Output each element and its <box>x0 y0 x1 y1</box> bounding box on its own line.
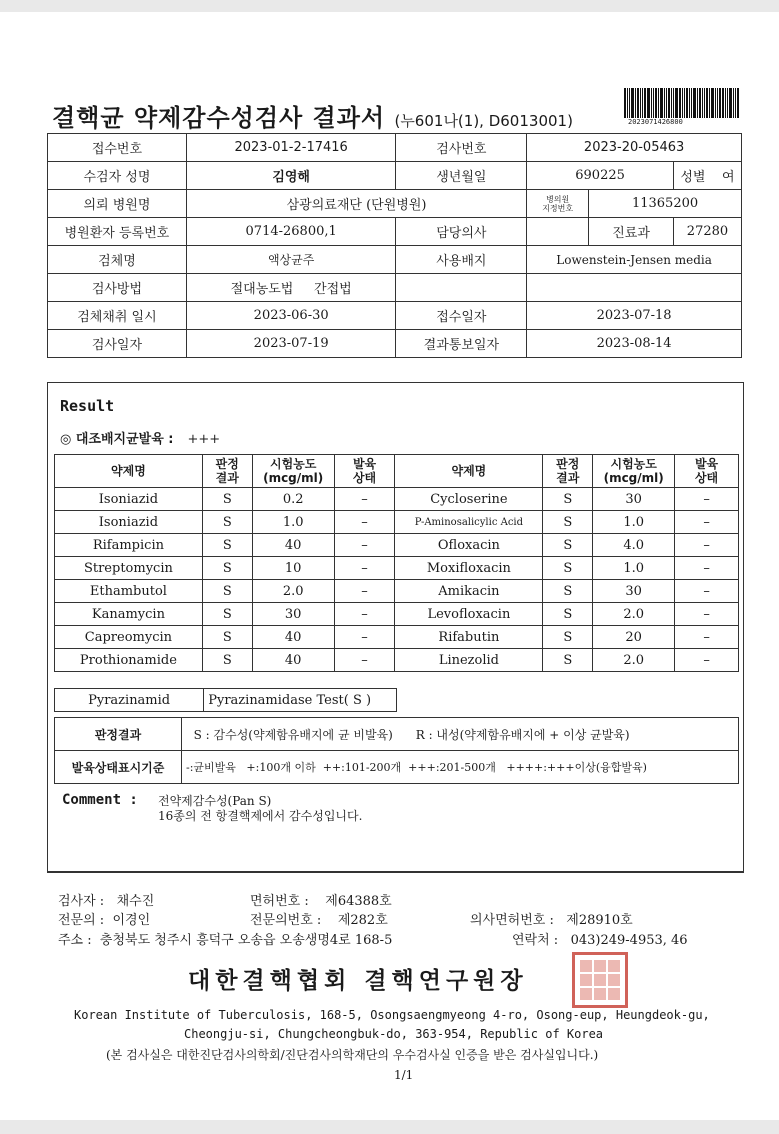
test-concentration: 2.0 <box>593 603 675 626</box>
judge-result: S <box>202 649 252 672</box>
judge-result: S <box>543 603 593 626</box>
patient-name: 김영해 <box>186 162 396 190</box>
top-bar <box>0 0 779 12</box>
pyrazinamide-table <box>54 688 397 712</box>
received-label: 접수일자 <box>396 302 527 330</box>
receipt-no: 2023-01-2-17416 <box>186 134 396 162</box>
judge-result: S <box>543 534 593 557</box>
test-concentration: 2.0 <box>593 649 675 672</box>
judge-result: S <box>543 511 593 534</box>
test-date: 2023-07-19 <box>186 330 396 358</box>
table-row <box>55 689 397 712</box>
comment-line-1: 전약제감수성(Pan S) <box>158 794 272 808</box>
test-concentration: 30 <box>593 488 675 511</box>
doctor-label: 담당의사 <box>396 218 527 246</box>
table-header <box>55 455 739 488</box>
report-label: 결과통보일자 <box>396 330 527 358</box>
table-row <box>55 718 739 751</box>
judge-result: S <box>202 626 252 649</box>
bottom-bar <box>0 1120 779 1134</box>
drug-name: Linezolid <box>395 649 543 672</box>
test-no: 2023-20-05463 <box>527 134 742 162</box>
drug-name: Rifampicin <box>55 534 203 557</box>
growth-status: – <box>334 603 395 626</box>
judgement-label: 판정결과 <box>55 718 182 751</box>
col-judge: 판정 결과 <box>202 455 252 488</box>
drug-name: Moxifloxacin <box>395 557 543 580</box>
test-concentration: 20 <box>593 626 675 649</box>
birth-date: 690225 <box>527 162 674 190</box>
judge-result: S <box>202 603 252 626</box>
growth-status: – <box>675 649 739 672</box>
test-no-label: 검사번호 <box>396 134 527 162</box>
judge-result: S <box>543 488 593 511</box>
empty-cell <box>527 274 742 302</box>
judgement-s: S : 감수성(약제함유배지에 균 비발육) <box>193 727 393 742</box>
col-conc: 시험농도 (mcg/ml) <box>252 455 334 488</box>
specimen-label: 검체명 <box>48 246 187 274</box>
barcode <box>624 88 744 118</box>
drug-name: Amikacin <box>395 580 543 603</box>
method <box>186 274 396 302</box>
drug-name: Cycloserine <box>395 488 543 511</box>
address-en-1: Korean Institute of Tuberculosis, 168-5, Osongsaengmyeong 4-ro, Osong-eup, Heungdeok-gu, <box>74 1008 710 1022</box>
growth-status: – <box>334 511 395 534</box>
comment-line-2: 16종의 전 항결핵제에서 감수성입니다. <box>158 809 363 823</box>
drug-result-table <box>54 454 739 672</box>
judge-result: S <box>202 488 252 511</box>
medium: Lowenstein-Jensen media <box>527 246 742 274</box>
judge-result: S <box>202 580 252 603</box>
reg-no: 0714-26800,1 <box>186 218 396 246</box>
title-code: (누601나(1), D6013001) <box>394 112 573 130</box>
judge-result: S <box>202 534 252 557</box>
growth-status: – <box>675 511 739 534</box>
control-growth <box>60 428 220 447</box>
test-concentration: 40 <box>252 649 334 672</box>
growth-status: – <box>675 580 739 603</box>
sex-label: 성별 <box>680 170 706 185</box>
received-date: 2023-07-18 <box>527 302 742 330</box>
col-judge: 판정 결과 <box>543 455 593 488</box>
judge-result: S <box>543 649 593 672</box>
specialist: 전문의 : 이경인 <box>58 913 151 928</box>
table-row <box>55 534 739 557</box>
test-date-label: 검사일자 <box>48 330 187 358</box>
test-concentration: 4.0 <box>593 534 675 557</box>
hosp-code-label: 병의원 지정번호 <box>527 190 589 218</box>
address: 주소 : 충청북도 청주시 흥덕구 오송읍 오송생명4로 168-5 <box>58 933 393 948</box>
growth-status: – <box>675 534 739 557</box>
drug-name: Isoniazid <box>55 511 203 534</box>
drug-name: P-Aminosalicylic Acid <box>395 511 543 534</box>
growth-status: – <box>334 649 395 672</box>
table-row <box>55 649 739 672</box>
title-main: 결핵균 약제감수성검사 결과서 <box>52 104 386 132</box>
receipt-no-label: 접수번호 <box>48 134 187 162</box>
medium-label: 사용배지 <box>396 246 527 274</box>
table-row <box>55 488 739 511</box>
test-concentration: 1.0 <box>593 557 675 580</box>
page-number: 1/1 <box>394 1068 414 1082</box>
growth-status: – <box>334 626 395 649</box>
specimen: 액상균주 <box>186 246 396 274</box>
drug-name: Isoniazid <box>55 488 203 511</box>
document-title <box>52 98 573 133</box>
growth-status: – <box>675 488 739 511</box>
drug-name: Prothionamide <box>55 649 203 672</box>
growth-status: – <box>334 534 395 557</box>
result-heading: Result <box>60 397 115 415</box>
test-concentration: 30 <box>252 603 334 626</box>
table-row <box>55 580 739 603</box>
doctor-license: 의사면허번호 : 제28910호 <box>470 913 633 928</box>
pyrazinamide-test: Pyrazinamidase Test( S ) <box>204 689 397 712</box>
examiner: 검사자 : 채수진 <box>58 894 155 909</box>
method-1: 절대농도법 <box>230 282 294 297</box>
official-seal <box>572 952 628 1008</box>
test-concentration: 1.0 <box>593 511 675 534</box>
col-growth: 발육 상태 <box>334 455 395 488</box>
reg-no-label: 병원환자 등록번호 <box>48 218 187 246</box>
judge-result: S <box>543 557 593 580</box>
comment-label: Comment : <box>62 792 138 808</box>
drug-name: Kanamycin <box>55 603 203 626</box>
contact: 연락처 : 043)249-4953, 46 <box>512 933 688 948</box>
specialist-no: 전문의번호 : 제282호 <box>250 913 388 928</box>
judgement-text <box>182 718 739 751</box>
license-no: 면허번호 : 제64388호 <box>250 894 392 909</box>
legend-table <box>54 717 739 784</box>
hospital-label: 의뢰 병원명 <box>48 190 187 218</box>
pyrazinamide-drug: Pyrazinamid <box>55 689 204 712</box>
test-concentration: 40 <box>252 534 334 557</box>
growth-status: – <box>675 557 739 580</box>
sex-value <box>673 162 741 190</box>
method-2: 간접법 <box>314 282 352 297</box>
collect-label: 검체채취 일시 <box>48 302 187 330</box>
hosp-code: 11365200 <box>589 190 742 218</box>
table-row <box>55 751 739 784</box>
col-conc: 시험농도 (mcg/ml) <box>593 455 675 488</box>
col-drug: 약제명 <box>55 455 203 488</box>
report-date: 2023-08-14 <box>527 330 742 358</box>
sex: 여 <box>722 170 735 185</box>
judge-result: S <box>202 511 252 534</box>
table-row <box>55 557 739 580</box>
patient-info-table <box>47 133 742 358</box>
test-concentration: 0.2 <box>252 488 334 511</box>
birth-label: 생년월일 <box>396 162 527 190</box>
judgement-r: R : 내성(약제함유배지에 + 이상 균발육) <box>415 727 630 742</box>
judge-result: S <box>543 580 593 603</box>
doctor <box>527 218 589 246</box>
drug-name: Ethambutol <box>55 580 203 603</box>
test-concentration: 30 <box>593 580 675 603</box>
drug-name: Capreomycin <box>55 626 203 649</box>
address-en-2: Cheongju-si, Chungcheongbuk-do, 363-954, Republic of Korea <box>184 1027 604 1041</box>
table-row <box>55 626 739 649</box>
growth-std-label: 발육상태표시기준 <box>55 751 182 784</box>
control-value: +++ <box>187 432 221 447</box>
dept-label: 진료과 <box>589 218 674 246</box>
drug-name: Levofloxacin <box>395 603 543 626</box>
barcode-number: 2023071426800 <box>628 118 683 126</box>
growth-std-text: -:균비발육 +:100개 이하 ++:101-200개 +++:201-500개 ++++:+++이상(융합발육) <box>182 751 739 784</box>
table-row <box>55 511 739 534</box>
method-label: 검사방법 <box>48 274 187 302</box>
growth-status: – <box>334 580 395 603</box>
growth-status: – <box>675 603 739 626</box>
dept: 27280 <box>673 218 741 246</box>
col-drug: 약제명 <box>395 455 543 488</box>
col-growth: 발육 상태 <box>675 455 739 488</box>
hospital-name: 삼광의료재단 (단원병원) <box>186 190 526 218</box>
organization-name: 대한결핵협회 결핵연구원장 <box>188 968 528 994</box>
judge-result: S <box>202 557 252 580</box>
test-concentration: 2.0 <box>252 580 334 603</box>
test-concentration: 1.0 <box>252 511 334 534</box>
growth-status: – <box>334 488 395 511</box>
drug-name: Streptomycin <box>55 557 203 580</box>
certification-note: (본 검사실은 대한진단검사의학회/진단검사의학재단의 우수검사실 인증을 받은 검사실입니다.) <box>106 1048 599 1062</box>
drug-name: Ofloxacin <box>395 534 543 557</box>
control-label: ◎ 대조배지균발육 : <box>60 432 174 447</box>
table-row <box>55 603 739 626</box>
test-concentration: 10 <box>252 557 334 580</box>
patient-label: 수검자 성명 <box>48 162 187 190</box>
collect-date: 2023-06-30 <box>186 302 396 330</box>
drug-name: Rifabutin <box>395 626 543 649</box>
judge-result: S <box>543 626 593 649</box>
growth-status: – <box>675 626 739 649</box>
growth-status: – <box>334 557 395 580</box>
empty-cell <box>396 274 527 302</box>
test-concentration: 40 <box>252 626 334 649</box>
